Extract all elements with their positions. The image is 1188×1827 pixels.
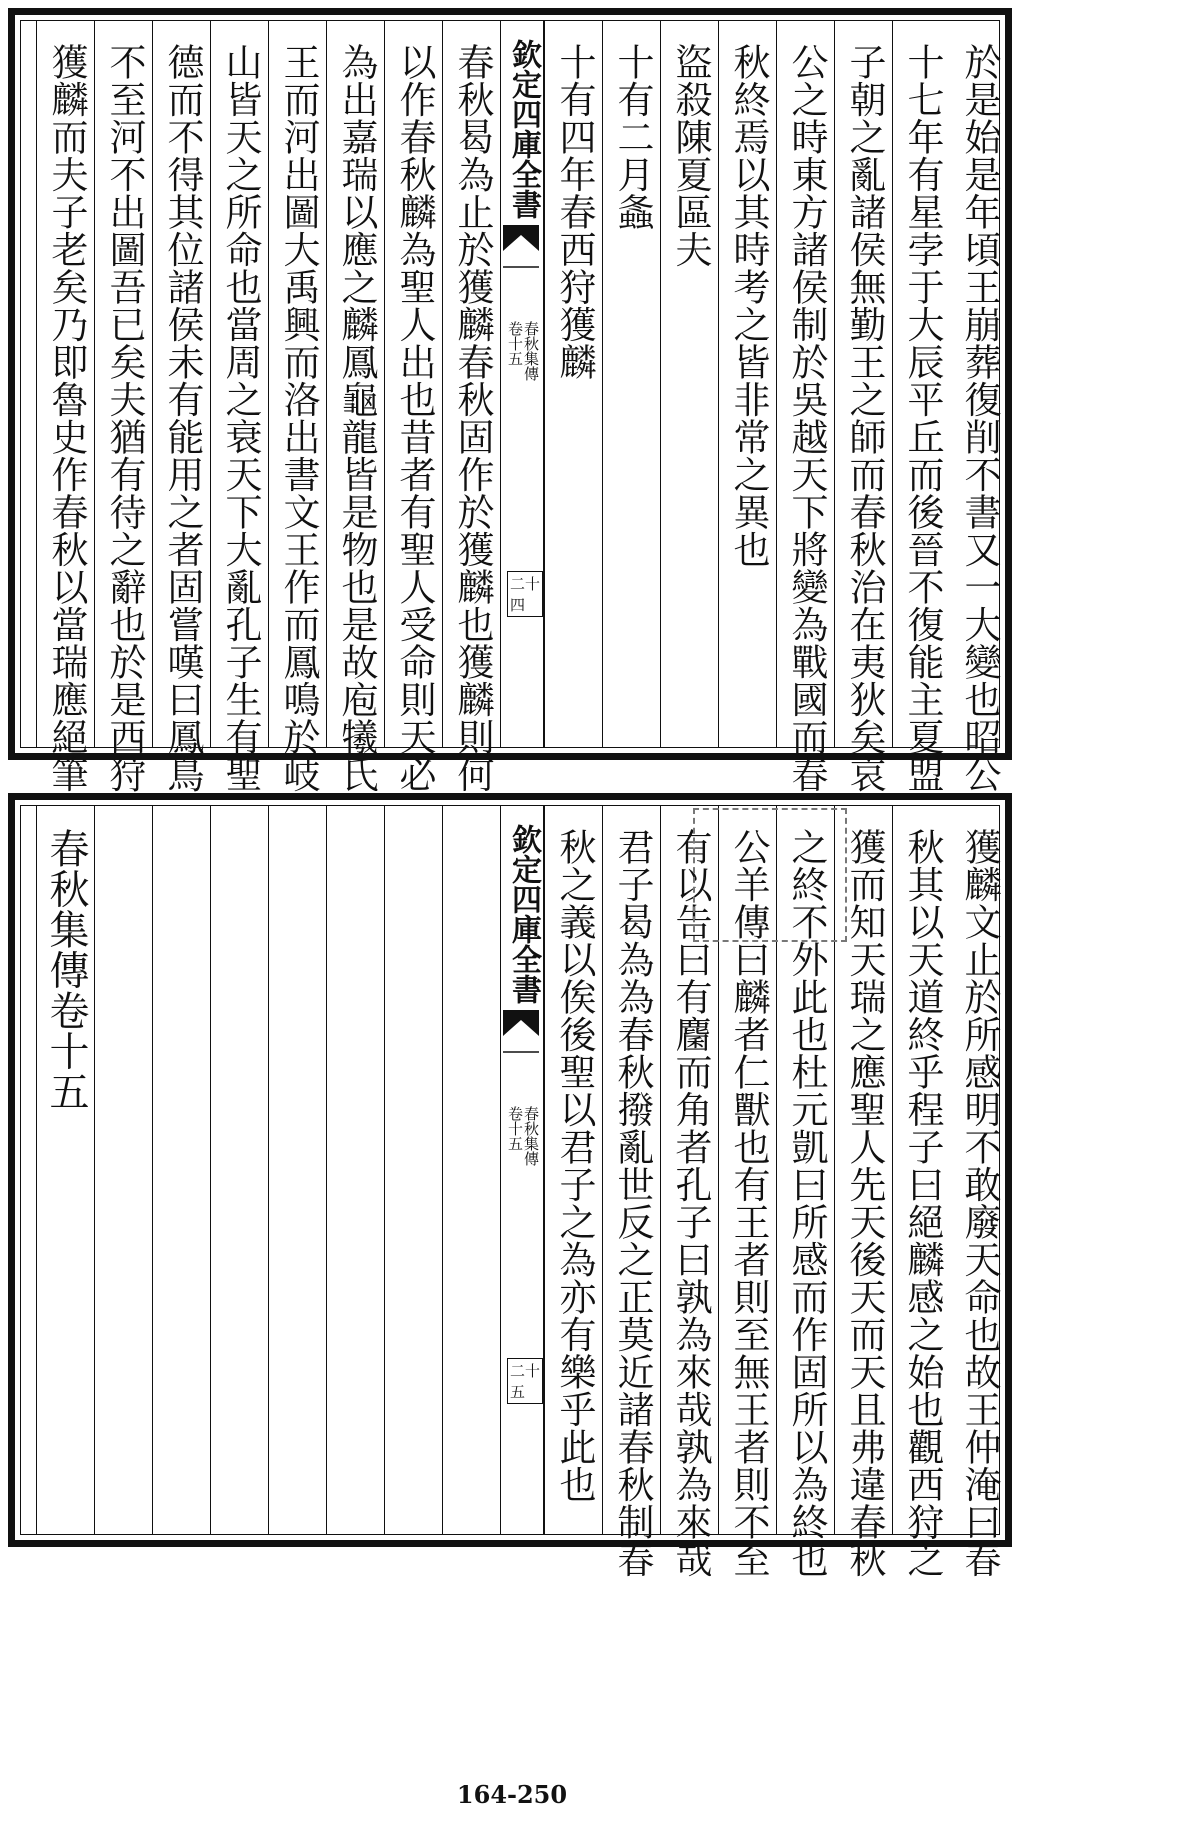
text-column: 不至河不出圖吾已矣夫猶有待之辭也於是西狩	[94, 21, 152, 747]
book-title: 春秋集傳	[522, 1106, 540, 1166]
text-column: 十七年有星孛于大辰平丘而後晉不復能主夏盟	[892, 21, 950, 747]
text-column: 君子曷為為春秋撥亂世反之正莫近諸春秋制春	[602, 806, 660, 1534]
text-column	[210, 806, 268, 1534]
center-gutter	[500, 21, 544, 747]
volume-end-title: 春秋集傳卷十五	[36, 806, 94, 1534]
text-column: 之終不外此也杜元凱曰所感而作固所以為終也	[776, 806, 834, 1534]
text-column: 山皆天之所命也當周之衰天下大亂孔子生有聖	[210, 21, 268, 747]
text-column: 獲麟而夫子老矣乃即魯史作春秋以當瑞應絕筆	[36, 21, 94, 747]
top-page-frame	[20, 20, 1001, 793]
text-column: 獲麟文止於所感明不敢廢天命也故王仲淹曰春	[958, 828, 1001, 1578]
volume-label: 卷十五	[506, 321, 524, 366]
text-column: 春秋曷為止於獲麟春秋固作於獲麟也獲麟則何	[442, 21, 500, 747]
fish-tail-icon	[503, 1006, 539, 1066]
center-gutter	[500, 806, 544, 1534]
text-column: 德而不得其位諸侯未有能用之者固嘗嘆曰鳳鳥	[152, 21, 210, 747]
text-column: 秋終焉以其時考之皆非常之異也	[718, 21, 776, 747]
text-column: 為出嘉瑞以應之麟鳳龜龍皆是物也是故庖犧氏	[326, 21, 384, 747]
text-column	[326, 806, 384, 1534]
text-column: 公羊傳曰麟者仁獸也有王者則至無王者則不至	[718, 806, 776, 1534]
seal-icon	[693, 808, 847, 942]
text-column: 於是始是年頃王崩葬復削不書又一大變也昭公	[958, 43, 1001, 793]
volume-label: 卷十五	[506, 1106, 524, 1151]
text-column	[384, 806, 442, 1534]
book-title: 春秋集傳	[522, 321, 540, 381]
bottom-page	[8, 793, 1012, 1578]
text-column	[94, 806, 152, 1534]
bottom-page-frame	[20, 805, 1001, 1578]
text-column: 子朝之亂諸侯無勤王之師而春秋治在夷狄矣哀	[834, 21, 892, 747]
fish-tail-icon	[503, 221, 539, 281]
text-column: 秋其以天道終乎程子曰絕麟感之始也觀西狩之	[892, 806, 950, 1534]
collection-title: 欽定四庫全書	[506, 824, 541, 1004]
text-column: 以作春秋麟為聖人出也昔者有聖人受命則天必	[384, 21, 442, 747]
text-column: 十有四年春西狩獲麟	[544, 21, 602, 747]
text-column: 盜殺陳夏區夫	[660, 21, 718, 747]
page-number: 二十五	[507, 1358, 543, 1404]
text-column: 王而河出圖大禹興而洛出書文王作而鳳鳴於岐	[268, 21, 326, 747]
text-column: 十有二月螽	[602, 21, 660, 747]
collection-title: 欽定四庫全書	[506, 39, 541, 219]
text-column	[268, 806, 326, 1534]
text-column: 公之時東方諸侯制於吳越天下將變為戰國而春	[776, 21, 834, 747]
text-column: 秋之義以俟後聖以君子之為亦有樂乎此也	[544, 806, 602, 1534]
text-column	[152, 806, 210, 1534]
top-page	[8, 8, 1012, 793]
text-column: 獲而知天瑞之應聖人先天後天而天且弗違春秋	[834, 806, 892, 1534]
text-column	[442, 806, 500, 1534]
text-column: 有以告曰有麕而角者孔子曰孰為來哉孰為來哉	[660, 806, 718, 1534]
page-footer-number: 164-250	[456, 1780, 568, 1809]
page-number: 二十四	[507, 571, 543, 617]
